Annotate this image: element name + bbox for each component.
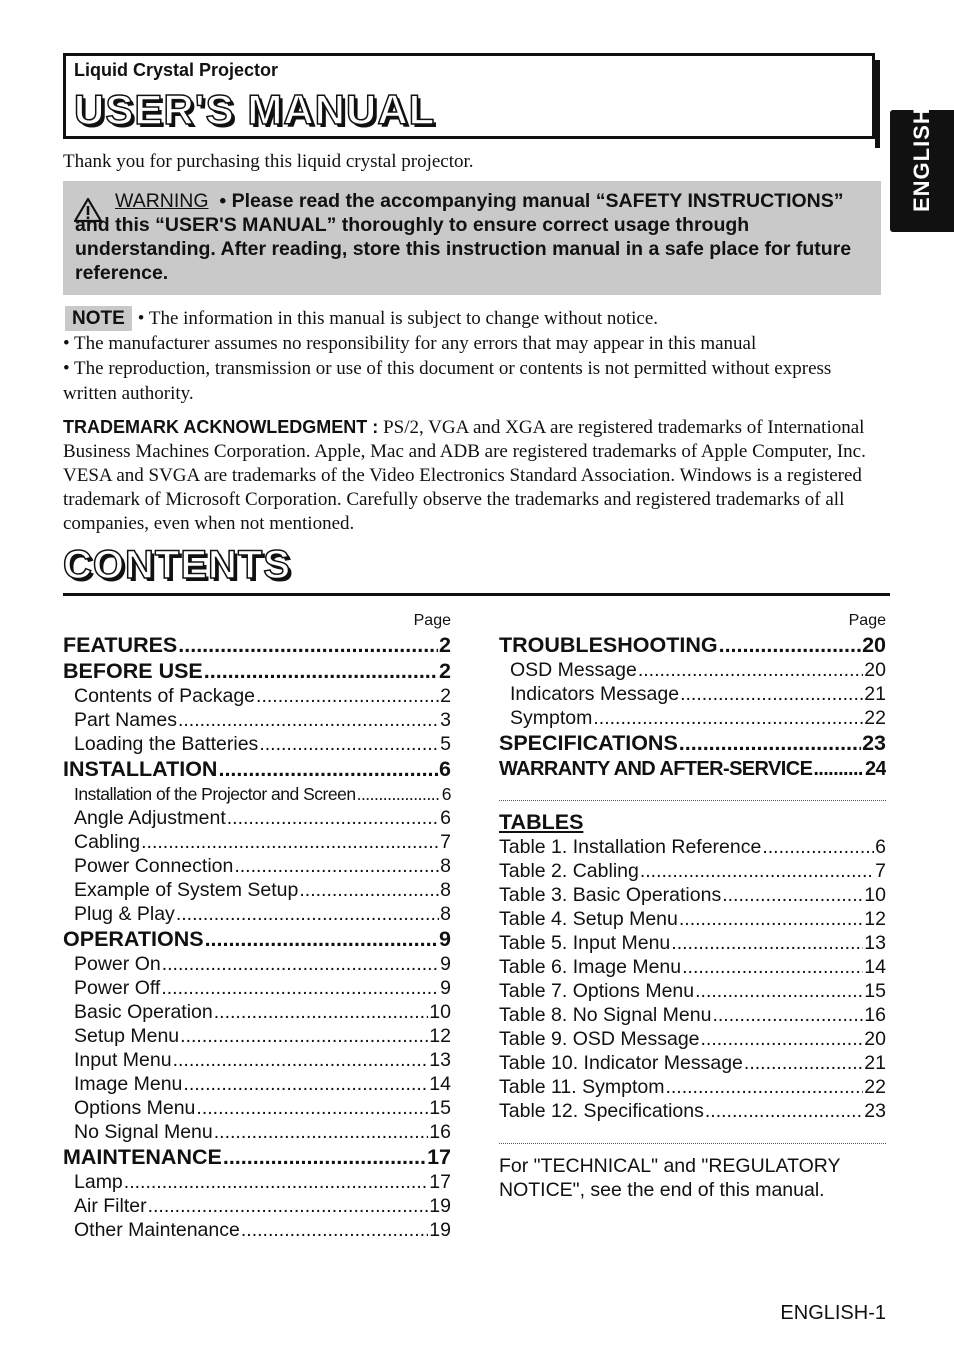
toc-entry-title: Cabling xyxy=(74,831,141,853)
toc-entry[interactable] xyxy=(499,706,886,730)
toc-entry-title: Part Names xyxy=(74,709,177,731)
tables-heading[interactable]: TABLES xyxy=(499,810,584,834)
toc-dot-leader xyxy=(234,854,439,878)
toc-entry-page: 9 xyxy=(440,953,451,975)
toc-dot-leader xyxy=(719,632,861,658)
intro-text: Thank you for purchasing this liquid crystal projector. xyxy=(63,151,474,172)
toc-dot-leader xyxy=(357,782,441,806)
toc-entry-page: 12 xyxy=(864,908,886,930)
toc-entry[interactable] xyxy=(499,955,886,979)
warning-text: • Please read the accompanying manual “SAFETY INSTRUCTIONS” and this “USER'S MANUAL” thoroughly to ensure correct usage through understanding. After reading, store this instruction manual in a safe place for future reference. xyxy=(75,190,852,284)
toc-entry-page: 21 xyxy=(864,683,886,705)
toc-entry[interactable] xyxy=(499,859,886,883)
toc-entry-page: 24 xyxy=(864,758,886,780)
toc-entry[interactable] xyxy=(63,830,451,854)
toc-entry-page: 19 xyxy=(429,1195,451,1217)
toc-entry[interactable] xyxy=(499,1003,886,1027)
toc-entry[interactable] xyxy=(499,658,886,682)
toc-entry-page: 23 xyxy=(864,1100,886,1122)
toc-entry-title: Air Filter xyxy=(74,1195,147,1217)
toc-entry-title: Table 1. Installation Reference xyxy=(499,836,762,858)
toc-entry[interactable] xyxy=(63,632,451,658)
toc-entry-title: Table 3. Basic Operations xyxy=(499,884,722,906)
toc-entry[interactable] xyxy=(499,730,886,756)
toc-entry-title: Table 2. Cabling xyxy=(499,860,639,882)
note-line-text: • The information in this manual is subject to change without notice. xyxy=(137,308,659,329)
toc-entry-title: Table 10. Indicator Message xyxy=(499,1052,743,1074)
toc-entry-title: Installation of the Projector and Screen xyxy=(74,784,356,804)
toc-entry[interactable] xyxy=(63,952,451,976)
tables-list xyxy=(499,835,886,1123)
toc-entry-title: INSTALLATION xyxy=(63,757,218,781)
toc-entry-page: 2 xyxy=(440,685,451,707)
toc-entry-title: Table 4. Setup Menu xyxy=(499,908,678,930)
toc-entry-title: Table 5. Input Menu xyxy=(499,932,671,954)
toc-entry-page: 8 xyxy=(440,855,451,877)
toc-entry-title: Power Off xyxy=(74,977,161,999)
toc-dot-leader xyxy=(638,658,863,682)
toc-dot-leader xyxy=(214,1120,429,1144)
toc-entry-title: BEFORE USE xyxy=(63,659,203,683)
toc-dot-leader xyxy=(701,1027,864,1051)
toc-left-list xyxy=(63,632,451,1242)
toc-dot-leader xyxy=(712,1003,863,1027)
toc-dot-leader xyxy=(196,1096,428,1120)
trademark-block xyxy=(63,415,873,536)
toc-entry-title: WARRANTY AND AFTER-SERVICE xyxy=(499,758,813,780)
toc-entry-title: Loading the Batteries xyxy=(74,733,259,755)
toc-dot-leader xyxy=(141,830,439,854)
toc-entry-page: 21 xyxy=(864,1052,886,1074)
toc-entry-page: 14 xyxy=(429,1073,451,1095)
toc-dot-leader xyxy=(671,931,863,955)
toc-dot-leader xyxy=(124,1170,429,1194)
toc-dot-leader xyxy=(679,907,863,931)
toc-entry[interactable] xyxy=(499,632,886,658)
toc-entry-page: 2 xyxy=(439,633,451,657)
toc-entry-title: Contents of Package xyxy=(74,685,256,707)
toc-entry-page: 6 xyxy=(875,836,886,858)
toc-entry-page: 3 xyxy=(440,709,451,731)
note-line: • The manufacturer assumes no responsibility for any errors that may appear in this manual xyxy=(63,333,757,354)
toc-dot-leader xyxy=(241,1218,428,1242)
toc-entry-page: 17 xyxy=(429,1171,451,1193)
toc-dot-leader xyxy=(259,732,439,756)
document-subtitle: Liquid Crystal Projector xyxy=(74,60,279,80)
toc-entry-page: 20 xyxy=(864,659,886,681)
note-line xyxy=(63,306,863,331)
toc-entry-title: Options Menu xyxy=(74,1097,196,1119)
language-tab xyxy=(890,107,954,232)
toc-entry-title: Table 7. Options Menu xyxy=(499,980,695,1002)
toc-entry-page: 16 xyxy=(429,1121,451,1143)
toc-entry[interactable] xyxy=(499,682,886,706)
toc-entry-page: 7 xyxy=(440,831,451,853)
toc-dot-leader xyxy=(162,952,439,976)
toc-entry[interactable] xyxy=(63,1120,451,1144)
toc-entry-page: 2 xyxy=(439,659,451,683)
toc-right-list xyxy=(499,632,886,782)
toc-dot-leader xyxy=(223,1144,426,1170)
toc-entry-title: Power On xyxy=(74,953,161,975)
toc-entry-title: Input Menu xyxy=(74,1049,172,1071)
toc-entry-title: Symptom xyxy=(510,707,593,729)
toc-dot-leader xyxy=(214,1000,429,1024)
toc-entry[interactable] xyxy=(63,1096,451,1120)
toc-dot-leader xyxy=(680,682,863,706)
toc-entry[interactable] xyxy=(499,1075,886,1099)
toc-entry[interactable] xyxy=(499,1027,886,1051)
toc-entry-page: 13 xyxy=(429,1049,451,1071)
toc-entry-title: Table 8. No Signal Menu xyxy=(499,1004,712,1026)
warning-label: WARNING xyxy=(115,190,209,212)
toc-entry-title: Table 6. Image Menu xyxy=(499,956,682,978)
contents-divider xyxy=(63,593,890,596)
toc-entry[interactable] xyxy=(63,878,451,902)
trademark-text: PS/2, VGA and XGA are registered trademarks of International Business Machines Corporation. Apple, Mac and ADB are registered trademarks of Apple Computer, Inc. VESA and SVGA are trademarks of the Video Electronics Standard Association. Windows is a registered trademark of Microsoft Corporation. Carefully observe the trademarks and registered trademarks of all companies, even when not mentioned. xyxy=(63,417,866,534)
page-column-label: Page xyxy=(848,612,886,629)
toc-entry-page: 20 xyxy=(864,1028,886,1050)
toc-entry-title: Power Connection xyxy=(74,855,234,877)
toc-entry[interactable] xyxy=(499,835,886,859)
toc-dot-leader xyxy=(593,706,863,730)
toc-entry-page: 17 xyxy=(427,1145,451,1169)
toc-dot-leader xyxy=(176,902,439,926)
toc-entry[interactable] xyxy=(63,1072,451,1096)
toc-entry-title: Plug & Play xyxy=(74,903,175,925)
toc-entry-title: OSD Message xyxy=(510,659,637,681)
toc-entry-page: 19 xyxy=(429,1219,451,1241)
toc-entry-title: Angle Adjustment xyxy=(74,807,226,829)
toc-entry[interactable] xyxy=(63,658,451,684)
toc-entry-title: Example of System Setup xyxy=(74,879,299,901)
toc-entry[interactable] xyxy=(63,1218,451,1242)
toc-entry-title: Indicators Message xyxy=(510,683,680,705)
toc-entry[interactable] xyxy=(499,979,886,1003)
toc-entry[interactable] xyxy=(499,1051,886,1075)
warning-box xyxy=(63,181,881,295)
toc-entry-title: Table 9. OSD Message xyxy=(499,1028,700,1050)
toc-entry[interactable] xyxy=(63,684,451,708)
toc-entry-title: SPECIFICATIONS xyxy=(499,731,678,755)
toc-entry[interactable] xyxy=(63,1000,451,1024)
toc-entry-title: FEATURES xyxy=(63,633,178,657)
toc-dot-leader xyxy=(205,926,438,952)
toc-dot-leader xyxy=(299,878,439,902)
toc-entry-title: OPERATIONS xyxy=(63,927,204,951)
toc-entry[interactable] xyxy=(499,756,886,782)
toc-dot-leader xyxy=(665,1075,863,1099)
toc-dot-leader xyxy=(722,883,863,907)
toc-entry-page: 22 xyxy=(864,707,886,729)
toc-entry-page: 6 xyxy=(441,784,451,804)
toc-dot-leader xyxy=(256,684,439,708)
toc-entry-page: 9 xyxy=(440,977,451,999)
toc-dot-leader xyxy=(173,1048,429,1072)
toc-entry-page: 5 xyxy=(440,733,451,755)
note-block xyxy=(63,306,863,406)
toc-entry[interactable] xyxy=(63,926,451,952)
toc-dot-leader xyxy=(218,756,438,782)
toc-entry[interactable] xyxy=(63,1194,451,1218)
toc-dot-leader xyxy=(180,1024,428,1048)
toc-dot-leader xyxy=(682,955,863,979)
toc-entry[interactable] xyxy=(63,902,451,926)
page-number: ENGLISH-1 xyxy=(780,1302,886,1324)
page-column-label: Page xyxy=(413,612,451,629)
toc-entry[interactable] xyxy=(499,883,886,907)
toc-entry[interactable] xyxy=(63,1144,451,1170)
toc-entry[interactable] xyxy=(63,732,451,756)
toc-entry-page: 7 xyxy=(875,860,886,882)
toc-dot-leader xyxy=(178,708,439,732)
toc-entry-page: 14 xyxy=(864,956,886,978)
document-title: USER'S MANUAL xyxy=(74,86,436,133)
toc-entry-page: 6 xyxy=(440,807,451,829)
toc-dot-leader xyxy=(204,658,438,684)
toc-entry-title: Basic Operation xyxy=(74,1001,213,1023)
toc-dot-leader xyxy=(161,976,439,1000)
toc-entry-page: 13 xyxy=(864,932,886,954)
toc-dot-leader xyxy=(227,806,439,830)
toc-entry[interactable] xyxy=(63,782,451,806)
toc-dot-leader xyxy=(705,1099,863,1123)
warning-text-block xyxy=(75,189,865,285)
toc-entry-page: 10 xyxy=(864,884,886,906)
toc-entry[interactable] xyxy=(63,1024,451,1048)
toc-dot-leader xyxy=(183,1072,428,1096)
toc-dot-leader xyxy=(178,632,438,658)
toc-entry-page: 15 xyxy=(864,980,886,1002)
toc-dot-leader xyxy=(695,979,863,1003)
toc-entry-title: Table 12. Specifications xyxy=(499,1100,704,1122)
toc-entry[interactable] xyxy=(63,1048,451,1072)
toc-dot-leader xyxy=(148,1194,429,1218)
toc-entry-title: No Signal Menu xyxy=(74,1121,213,1143)
toc-entry-title: Setup Menu xyxy=(74,1025,180,1047)
toc-dot-leader xyxy=(744,1051,863,1075)
trademark-heading: TRADEMARK ACKNOWLEDGMENT : xyxy=(63,417,379,437)
toc-entry[interactable] xyxy=(499,907,886,931)
toc-entry[interactable] xyxy=(63,976,451,1000)
toc-entry[interactable] xyxy=(63,708,451,732)
toc-entry-page: 8 xyxy=(440,903,451,925)
toc-entry-title: MAINTENANCE xyxy=(63,1145,222,1169)
toc-entry-title: TROUBLESHOOTING xyxy=(499,633,718,657)
toc-entry-page: 16 xyxy=(864,1004,886,1026)
toc-entry[interactable] xyxy=(63,854,451,878)
toc-entry-title: Table 11. Symptom xyxy=(499,1076,665,1098)
toc-entry-page: 15 xyxy=(429,1097,451,1119)
toc-entry-page: 22 xyxy=(864,1076,886,1098)
toc-right-column xyxy=(499,610,886,1202)
toc-entry-title: Image Menu xyxy=(74,1073,183,1095)
note-line: • The reproduction, transmission or use of this document or contents is not permitted without express written authority. xyxy=(63,358,832,404)
toc-entry-page: 12 xyxy=(429,1025,451,1047)
toc-entry-page: 8 xyxy=(440,879,451,901)
toc-entry[interactable] xyxy=(63,756,451,782)
toc-entry-title: Other Maintenance xyxy=(74,1219,240,1241)
technical-notice: For "TECHNICAL" and "REGULATORY NOTICE", see the end of this manual. xyxy=(499,1155,841,1201)
toc-entry[interactable] xyxy=(63,806,451,830)
toc-entry-page: 6 xyxy=(439,757,451,781)
toc-entry-title: Lamp xyxy=(74,1171,123,1193)
toc-dot-leader xyxy=(813,756,864,782)
toc-entry-page: 10 xyxy=(429,1001,451,1023)
title-box xyxy=(63,53,875,139)
note-label: NOTE xyxy=(65,306,132,331)
toc-entry-page: 23 xyxy=(862,731,886,755)
toc-dot-leader xyxy=(762,835,874,859)
toc-dot-leader xyxy=(679,730,861,756)
contents-title: CONTENTS xyxy=(63,543,291,587)
toc-dot-leader xyxy=(640,859,874,883)
toc-entry-page: 20 xyxy=(862,633,886,657)
toc-entry[interactable] xyxy=(499,1099,886,1123)
toc-entry[interactable] xyxy=(499,931,886,955)
language-tab-label: ENGLISH xyxy=(909,107,934,212)
toc-entry-page: 9 xyxy=(439,927,451,951)
toc-entry[interactable] xyxy=(63,1170,451,1194)
toc-left-column xyxy=(63,610,451,1242)
